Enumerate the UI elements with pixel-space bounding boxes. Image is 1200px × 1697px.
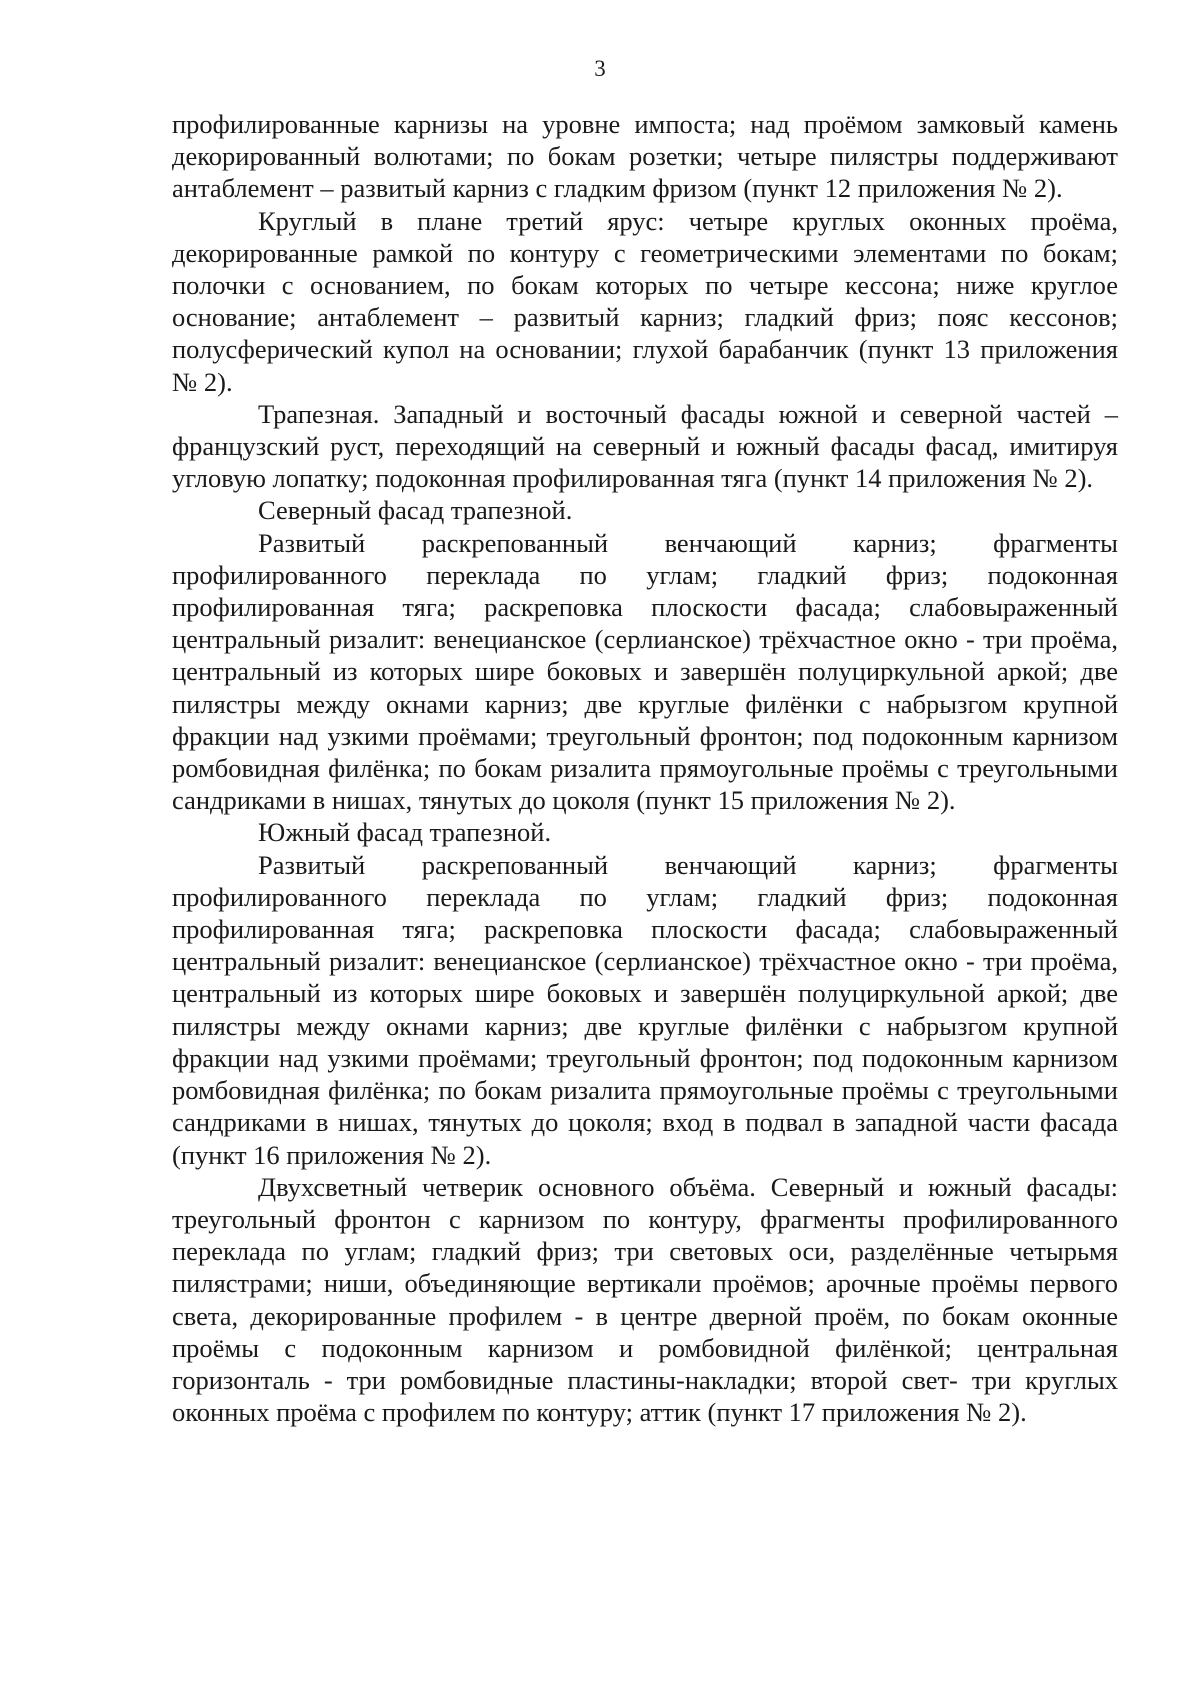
paragraph-north-facade: Развитый раскрепованный венчающий карниз; фрагменты профилированного переклада по углам; гладкий фриз; подоконная профилированная тяга; раскреповка плоскости фасада; слабовыраженный центральный ризалит: венецианское (серлианское) трёхчастное окно - три проёма, центральный из которых шире боковых и завершён полуциркульной аркой; две пилястры между окнами карниз; две круглые филёнки с набрызгом крупной фракции над узкими проёмами; треугольный фронтон; под подоконным карнизом ромбовидная филёнка; по бокам ризалита прямоугольные проёмы с треугольными сандриками в нишах, тянутых до цоколя (пункт 15 приложения № 2).: [172, 527, 1118, 816]
paragraph-south-facade: Развитый раскрепованный венчающий карниз; фрагменты профилированного переклада по углам; гладкий фриз; подоконная профилированная тяга; раскреповка плоскости фасада; слабовыраженный центральный ризалит: венецианское (серлианское) трёхчастное окно - три проёма, центральный из которых шире боковых и завершён полуциркульной аркой; две пилястры между окнами карниз; две круглые филёнки с набрызгом крупной фракции над узкими проёмами; треугольный фронтон; под подоконным карнизом ромбовидная филёнка; по бокам ризалита прямоугольные проёмы с треугольными сандриками в нишах, тянутых до цоколя; вход в подвал в западной части фасада (пункт 16 приложения № 2).: [172, 849, 1118, 1170]
paragraph-heading-north-facade: Северный фасад трапезной.: [258, 495, 573, 526]
paragraph-refectory: Трапезная. Западный и восточный фасады южной и северной частей – французский руст, переходящий на северный и южный фасады фасад, имитируя угловую лопатку; подоконная профилированная тяга (пункт 14 приложения № 2).: [172, 398, 1118, 494]
page-number: 3: [594, 56, 606, 81]
paragraph-continuation: профилированные карнизы на уровне импоста; над проёмом замковый камень декорированный волютами; по бокам розетки; четыре пилястры поддерживают антаблемент – развитый карниз с гладким фризом (пункт 12 приложения № 2).: [172, 109, 1118, 204]
paragraph-third-tier: Круглый в плане третий ярус: четыре круглых оконных проёма, декорированные рамкой по контуру с геометрическими элементами по бокам; полочки с основанием, по бокам которых по четыре кессона; ниже круглое основание; антаблемент – развитый карниз; гладкий фриз; пояс кессонов; полусферический купол на основании; глухой барабанчик (пункт 13 приложения № 2).: [172, 205, 1118, 397]
paragraph-heading-south-facade: Южный фасад трапезной.: [258, 817, 552, 848]
document-body: [172, 108, 1118, 1428]
paragraph-main-volume: Двухсветный четверик основного объёма. Северный и южный фасады: треугольный фронтон с карнизом по контуру, фрагменты профилированного переклада по углам; гладкий фриз; три световых оси, разделённые четырьмя пилястрами; ниши, объединяющие вертикали проёмов; арочные проёмы первого света, декорированные профилем - в центре дверной проём, по бокам оконные проёмы с подоконным карнизом и ромбовидной филёнкой; центральная горизонталь - три ромбовидные пластины-накладки; второй свет- три круглых оконных проёма с профилем по контуру; аттик (пункт 17 приложения № 2).: [172, 1171, 1118, 1428]
